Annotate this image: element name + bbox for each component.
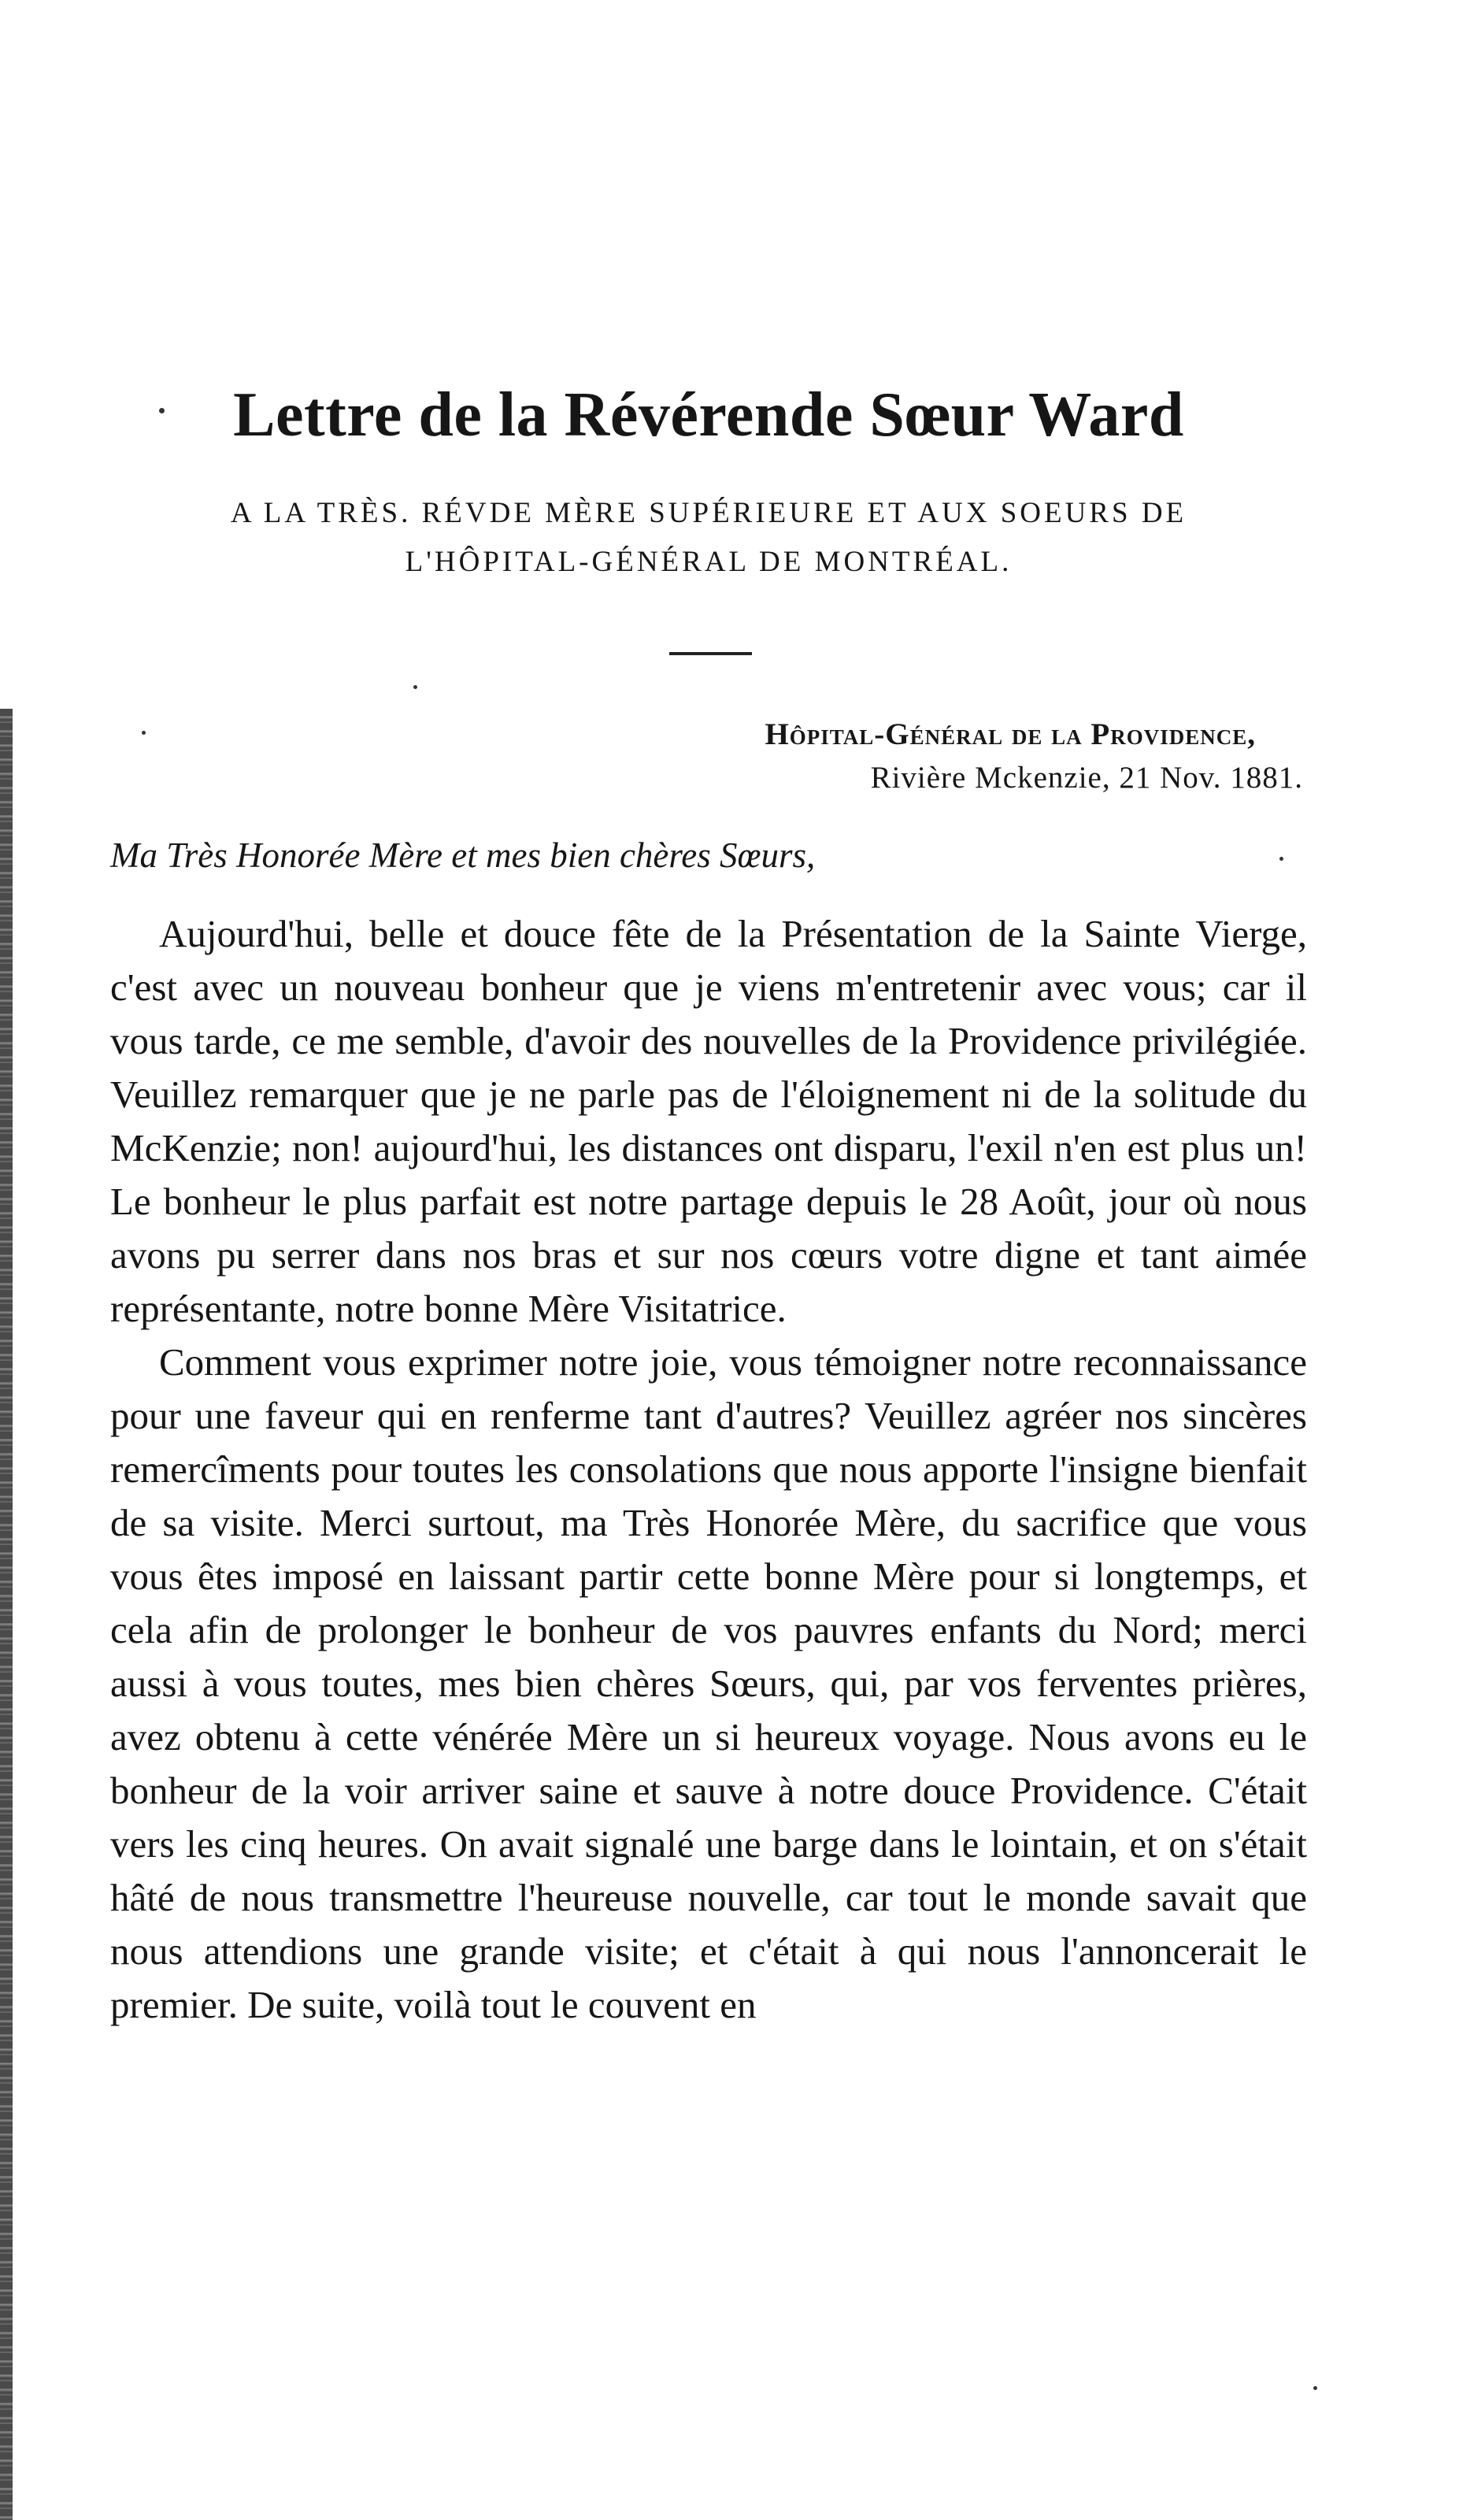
print-speck bbox=[1279, 857, 1283, 861]
separator-rule bbox=[669, 652, 752, 655]
paragraph-2: Comment vous exprimer notre joie, vous témoigner notre reconnaissance pour une faveur qui en renferme tant d'autres? Veuillez agréer nos sincères remercîments pour toutes les consolations que nous apporte l'insigne bienfait de sa visite. Merci surtout, ma Très Honorée Mère, du sacrifice que vous vous êtes imposé en laissant partir cette bonne Mère pour si longtemps, et cela afin de prolonger le bonheur de vos pauvres enfants du Nord; merci aussi à vous toutes, mes bien chères Sœurs, qui, par vos ferventes prières, avez obtenu à cette vénérée Mère un si heureux voyage. Nous avons eu le bonheur de la voir arriver saine et sauve à notre douce Providence. C'était vers les cinq heures. On avait signalé une barge dans le lointain, et on s'était hâté de nous transmettre l'heureuse nouvelle, car tout le monde savait que nous attendions une grande visite; et c'était à qui nous l'annoncerait le premier. De suite, voilà tout le couvent en bbox=[110, 1340, 1307, 2026]
salutation: Ma Très Honorée Mère et mes bien chères Sœurs, bbox=[110, 836, 816, 875]
print-speck bbox=[159, 408, 165, 413]
print-speck bbox=[142, 731, 146, 735]
letter-title: Lettre de la Révérende Sœur Ward bbox=[233, 380, 1184, 450]
place-line-1: Hôpital-Général de la Providence, bbox=[765, 717, 1256, 751]
letter-body bbox=[110, 907, 1307, 2032]
subtitle-line-1: A LA TRÈS. RÉVDE MÈRE SUPÉRIEURE ET AUX SOEURS DE bbox=[230, 497, 1187, 529]
binding-edge bbox=[0, 709, 13, 2520]
page bbox=[110, 0, 1307, 2520]
print-speck bbox=[413, 685, 417, 689]
print-speck bbox=[1313, 2386, 1317, 2390]
subtitle-line-2: L'HÔPITAL-GÉNÉRAL DE MONTRÉAL. bbox=[405, 546, 1013, 578]
paragraph-1: Aujourd'hui, belle et douce fête de la Présentation de la Sainte Vierge, c'est avec un nouveau bonheur que je viens m'entretenir avec vous; car il vous tarde, ce me semble, d'avoir des nouvelles de la Providence privilégiée. Veuillez remarquer que je ne parle pas de l'éloignement ni de la solitude du McKenzie; non! aujourd'hui, les distances ont disparu, l'exil n'en est plus un! Le bonheur le plus parfait est notre partage depuis le 28 Août, jour où nous avons pu serrer dans nos bras et sur nos cœurs votre digne et tant aimée représentante, notre bonne Mère Visitatrice. bbox=[110, 912, 1307, 1330]
place-date-line: Rivière Mckenzie, 21 Nov. 1881. bbox=[870, 761, 1303, 795]
